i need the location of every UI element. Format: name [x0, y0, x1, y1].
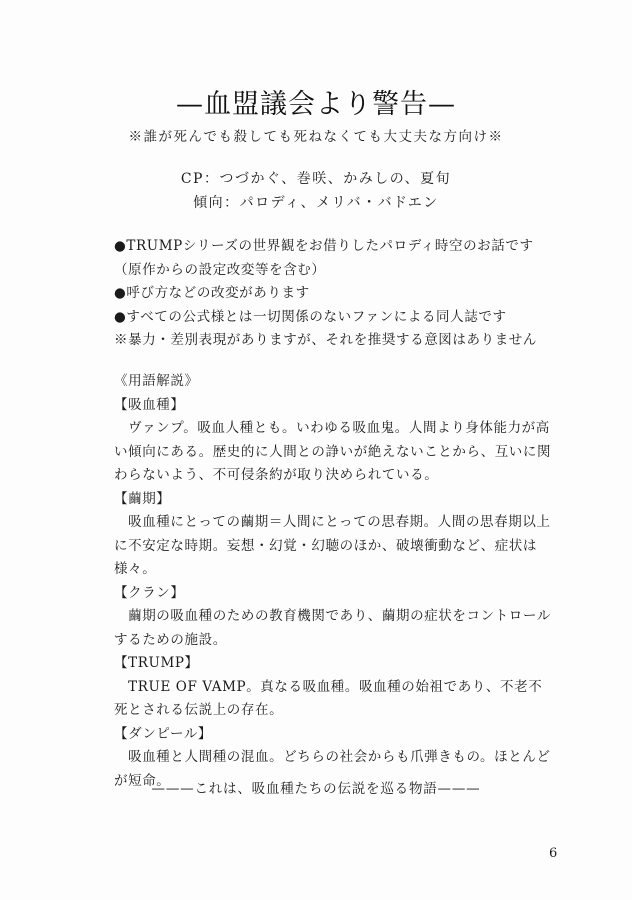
glossary-desc: 繭期の吸血種のための教育機関であり、繭期の症状をコントロールするための施設。: [114, 608, 551, 648]
glossary-desc: 吸血種と人間種の混血。どちらの社会からも爪弾きもの。ほとんどが短命。: [114, 749, 551, 789]
note-line: ※暴力・差別表現がありますが、それを推奨する意図はありません: [114, 332, 537, 348]
glossary-block: [114, 370, 554, 793]
glossary-term: 【吸血種】: [114, 396, 185, 413]
glossary-term: 【ダンピール】: [114, 725, 213, 742]
page-number: 6: [549, 846, 558, 861]
page-title: —血盟議会より警告—: [176, 89, 456, 120]
cp-line: CP：つづかぐ、巻咲、かみしの、夏旬: [180, 171, 452, 187]
tendency-line: 傾向：パロディ、メリバ・バドエン: [193, 195, 439, 211]
note-line: ●TRUMPシリーズの世界観をお借りしたパロディ時空のお話です: [114, 238, 534, 254]
closing-line: ———これは、吸血種たちの伝説を巡る物語———: [151, 781, 481, 797]
note-line: ●呼び方などの改変があります: [114, 285, 310, 301]
glossary-term: 【クラン】: [114, 584, 185, 601]
page-subtitle: ※誰が死んでも殺しても死ねなくても大丈夫な方向け※: [128, 129, 504, 145]
note-line: （原作からの設定改変等を含む）: [114, 261, 326, 278]
glossary-term: 【TRUMP】: [114, 655, 199, 671]
glossary-desc: 吸血種にとっての繭期＝人間にとっての思春期。人間の思春期以上に不安定な時期。妄想・幻覚・幻聴のほか、破壊衝動など、症状は様々。: [114, 514, 551, 577]
note-line: ●すべての公式様とは一切関係のないファンによる同人誌です: [114, 308, 507, 325]
notes-block: [114, 235, 554, 353]
glossary-desc: ヴァンプ。吸血人種とも。いわゆる吸血鬼。人間より身体能力が高い傾向にある。歴史的に人間との諍いが絶えないことから、互いに関わらないよう、不可侵条約が取り決められている。: [114, 420, 552, 483]
glossary-term: 【繭期】: [114, 490, 171, 507]
glossary-desc: TRUE OF VAMP。真なる吸血種。吸血種の始祖であり、不老不死とされる伝説上の存在。: [114, 678, 543, 718]
glossary-heading: 《用語解説》: [114, 373, 199, 389]
